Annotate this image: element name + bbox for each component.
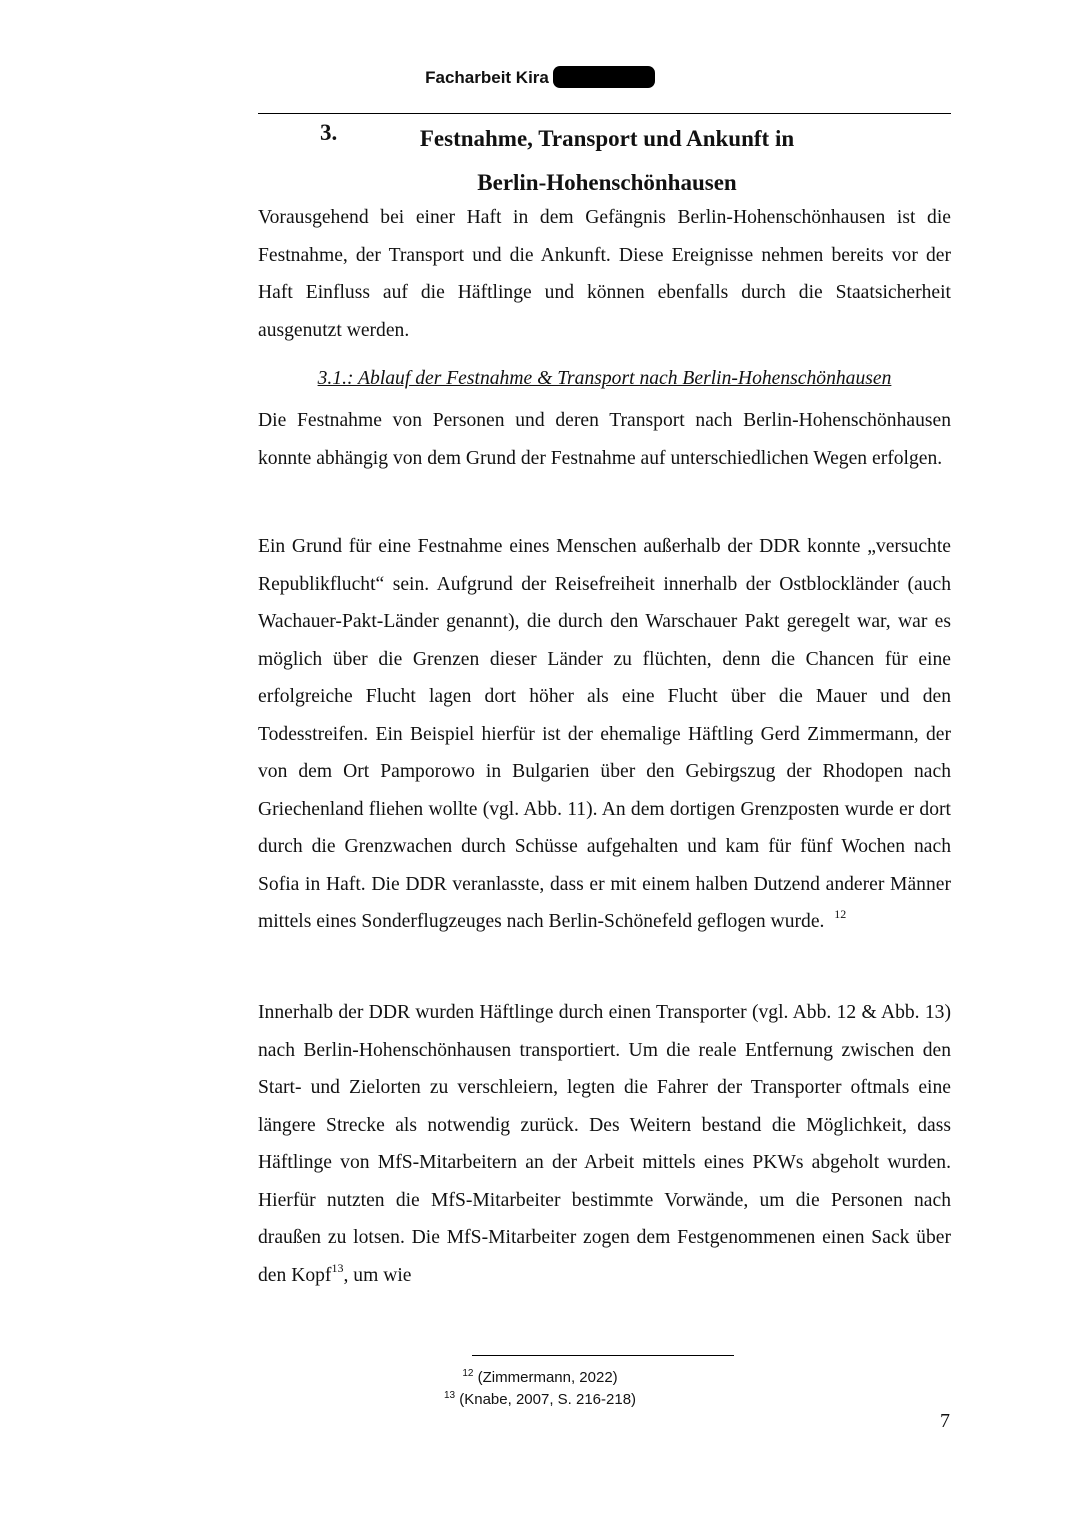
paragraph-3 [258,994,951,1294]
footnote-ref-12: 12 [834,907,847,921]
paragraph-3-tail: , um wie [343,1264,412,1286]
footnote-12 [0,1367,1080,1389]
intro-paragraph: Vorausgehend bei einer Haft in dem Gefängnis Berlin-Hohenschönhausen ist die Festnahme, der Transport und die Ankunft. Diese Ereignisse nehmen bereits vor der Haft Einfluss auf die Häftlinge und können ebenfalls durch die Staatsicherheit ausgenutzt werden. [258,207,951,341]
paragraph-3-text: Innerhalb der DDR wurden Häftlinge durch einen Transporter (vgl. Abb. 12 & Abb. 13) nach Berlin-Hohenschönhausen transportiert. Um die reale Entfernung zwischen den Start- und Zielorten zu verschleiern, legten die Fahrer der Transporter oftmals eine längere Strecke als notwendig zurück. Des Weitern bestand die Möglichkeit, dass Häftlinge von MfS-Mitarbeitern an der Arbeit mittels eines PKWs abgeholt wurden. Hierfür nutzten die MfS-Mitarbeiter bestimmte Vorwände, um die Personen nach draußen zu lotsen. Die MfS-Mitarbeiter zogen dem Festgenommenen einen Sack über den Kopf [258,1002,951,1286]
subsection-heading: 3.1.: Ablauf der Festnahme & Transport nach Berlin-Hohenschönhausen [317,368,892,389]
section-heading: Festnahme, Transport und Ankunft in Berlin-Hohenschönhausen [419,126,795,195]
footnote-number: 13 [443,1390,456,1401]
footnote-text: (Zimmermann, 2022) [477,1369,618,1386]
redaction-bar [553,66,655,88]
header-title: Facharbeit Kira [425,68,549,87]
page-header [0,66,1080,88]
footnote-rule [472,1355,734,1356]
paragraph-2 [258,528,951,941]
footnote-13 [0,1389,1080,1411]
section-number: 3. [320,120,338,145]
footnote-ref-13: 13 [331,1260,344,1275]
footnote-text: (Knabe, 2007, S. 216-218) [459,1391,637,1408]
footnote-number: 12 [462,1368,474,1379]
page-number: 7 [940,1410,950,1432]
paragraph-1: Die Festnahme von Personen und deren Transport nach Berlin-Hohenschönhausen konnte abhängig von dem Grund der Festnahme auf unterschiedlichen Wegen erfolgen. [258,410,951,469]
paragraph-2-text: Ein Grund für eine Festnahme eines Menschen außerhalb der DDR konnte „versuchte Republikflucht“ sein. Aufgrund der Reisefreiheit innerhalb der Ostblockländer (auch Wachauer-Pakt-Länder genannt), die durch den Warschauer Pakt geregelt war, war es möglich über die Grenzen dieser Länder zu flüchten, denn die Chancen für eine erfolgreiche Flucht lagen dort höher als eine Flucht über die Mauer und den Todesstreifen. Ein Beispiel hierfür ist der ehemalige Häftling Gerd Zimmermann, der von dem Ort Pamporowo in Bulgarien über den Gebirgszug der Rhodopen nach Griechenland fliehen wollte (vgl. Abb. 11). An dem dortigen Grenzposten wurde er dort durch die Grenzwachen durch Schüsse aufgehalten und kam für fünf Wochen nach Sofia in Haft. Die DDR veranlasste, dass er mit einem halben Dutzend anderer Männer mittels eines Sonderflugzeuges nach Berlin-Schönefeld geflogen wurde. [258,536,951,932]
header-rule [258,113,951,114]
